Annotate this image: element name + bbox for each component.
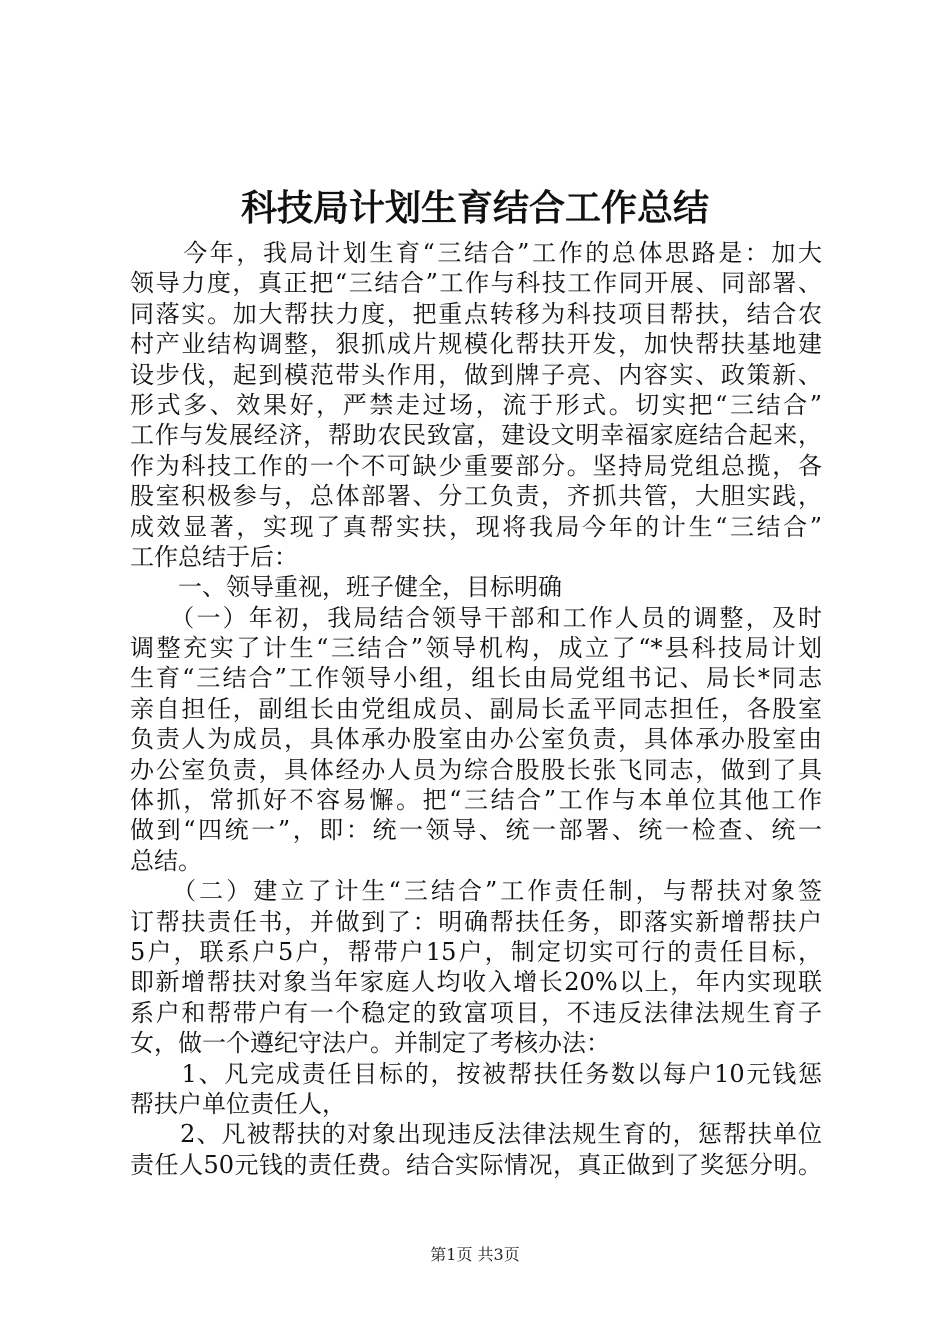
body-line: 设步伐，起到模范带头作用，做到牌子亮、内容实、政策新、 bbox=[130, 360, 822, 389]
body-line: 亲自担任，副组长由党组成员、副局长孟平同志担任，各股室 bbox=[130, 694, 822, 723]
body-line: 5户，联系户5户，帮带户15户，制定切实可行的责任目标， bbox=[130, 937, 822, 966]
body-line: 作为科技工作的一个不可缺少重要部分。坚持局党组总揽，各 bbox=[130, 451, 822, 480]
body-line: 形式多、效果好，严禁走过场，流于形式。切实把“三结合” bbox=[130, 390, 822, 419]
page-footer: 第1页 共3页 bbox=[430, 1245, 520, 1264]
body-line: 村产业结构调整，狠抓成片规模化帮扶开发，加快帮扶基地建 bbox=[130, 330, 822, 359]
body-line: 责任人50元钱的责任费。结合实际情况，真正做到了奖惩分明。 bbox=[130, 1150, 822, 1179]
body-line: 1、凡完成责任目标的，按被帮扶任务数以每户10元钱惩 bbox=[130, 1059, 822, 1088]
body-line: 女，做一个遵纪守法户。并制定了考核办法： bbox=[130, 1029, 610, 1058]
document-body bbox=[130, 238, 822, 1180]
body-line: 系户和帮带户有一个稳定的致富项目，不违反法律法规生育子 bbox=[130, 998, 822, 1027]
body-line: 同落实。加大帮扶力度，把重点转移为科技项目帮扶，结合农 bbox=[130, 299, 822, 328]
body-line: 即新增帮扶对象当年家庭人均收入增长20%以上，年内实现联 bbox=[130, 968, 822, 997]
body-line: 调整充实了计生“三结合”领导机构，成立了“*县科技局计划 bbox=[130, 634, 822, 663]
body-line: （一）年初，我局结合领导干部和工作人员的调整，及时 bbox=[130, 603, 822, 632]
body-line: 负责人为成员，具体承办股室由办公室负责，具体承办股室由 bbox=[130, 725, 822, 754]
body-line: 成效显著，实现了真帮实扶，现将我局今年的计生“三结合” bbox=[130, 512, 822, 541]
body-line: 办公室负责，具体经办人员为综合股股长张飞同志，做到了具 bbox=[130, 755, 822, 784]
body-line: （二）建立了计生“三结合”工作责任制，与帮扶对象签 bbox=[130, 877, 822, 906]
body-line: 体抓，常抓好不容易懈。把“三结合”工作与本单位其他工作 bbox=[130, 786, 822, 815]
body-line: 今年，我局计划生育“三结合”工作的总体思路是：加大 bbox=[130, 239, 822, 267]
body-line: 帮扶户单位责任人， bbox=[130, 1089, 346, 1118]
body-line: 2、凡被帮扶的对象出现违反法律法规生育的，惩帮扶单位 bbox=[130, 1120, 822, 1149]
body-line: 工作总结于后： bbox=[130, 542, 298, 571]
body-line: 工作与发展经济，帮助农民致富，建设文明幸福家庭结合起来， bbox=[130, 421, 822, 450]
document-title: 科技局计划生育结合工作总结 bbox=[240, 187, 709, 229]
body-line: 股室积极参与，总体部署、分工负责，齐抓共管，大胆实践， bbox=[130, 482, 822, 511]
body-line: 领导力度，真正把“三结合”工作与科技工作同开展、同部署、 bbox=[130, 269, 822, 298]
section-heading: 一、领导重视，班子健全，目标明确 bbox=[130, 573, 562, 602]
body-line: 生育“三结合”工作领导小组，组长由局党组书记、局长*同志 bbox=[130, 664, 822, 693]
body-line: 做到“四统一”，即：统一领导、统一部署、统一检查、统一 bbox=[130, 816, 822, 845]
body-line: 总结。 bbox=[130, 846, 202, 875]
body-line: 订帮扶责任书，并做到了：明确帮扶任务，即落实新增帮扶户 bbox=[130, 907, 822, 936]
